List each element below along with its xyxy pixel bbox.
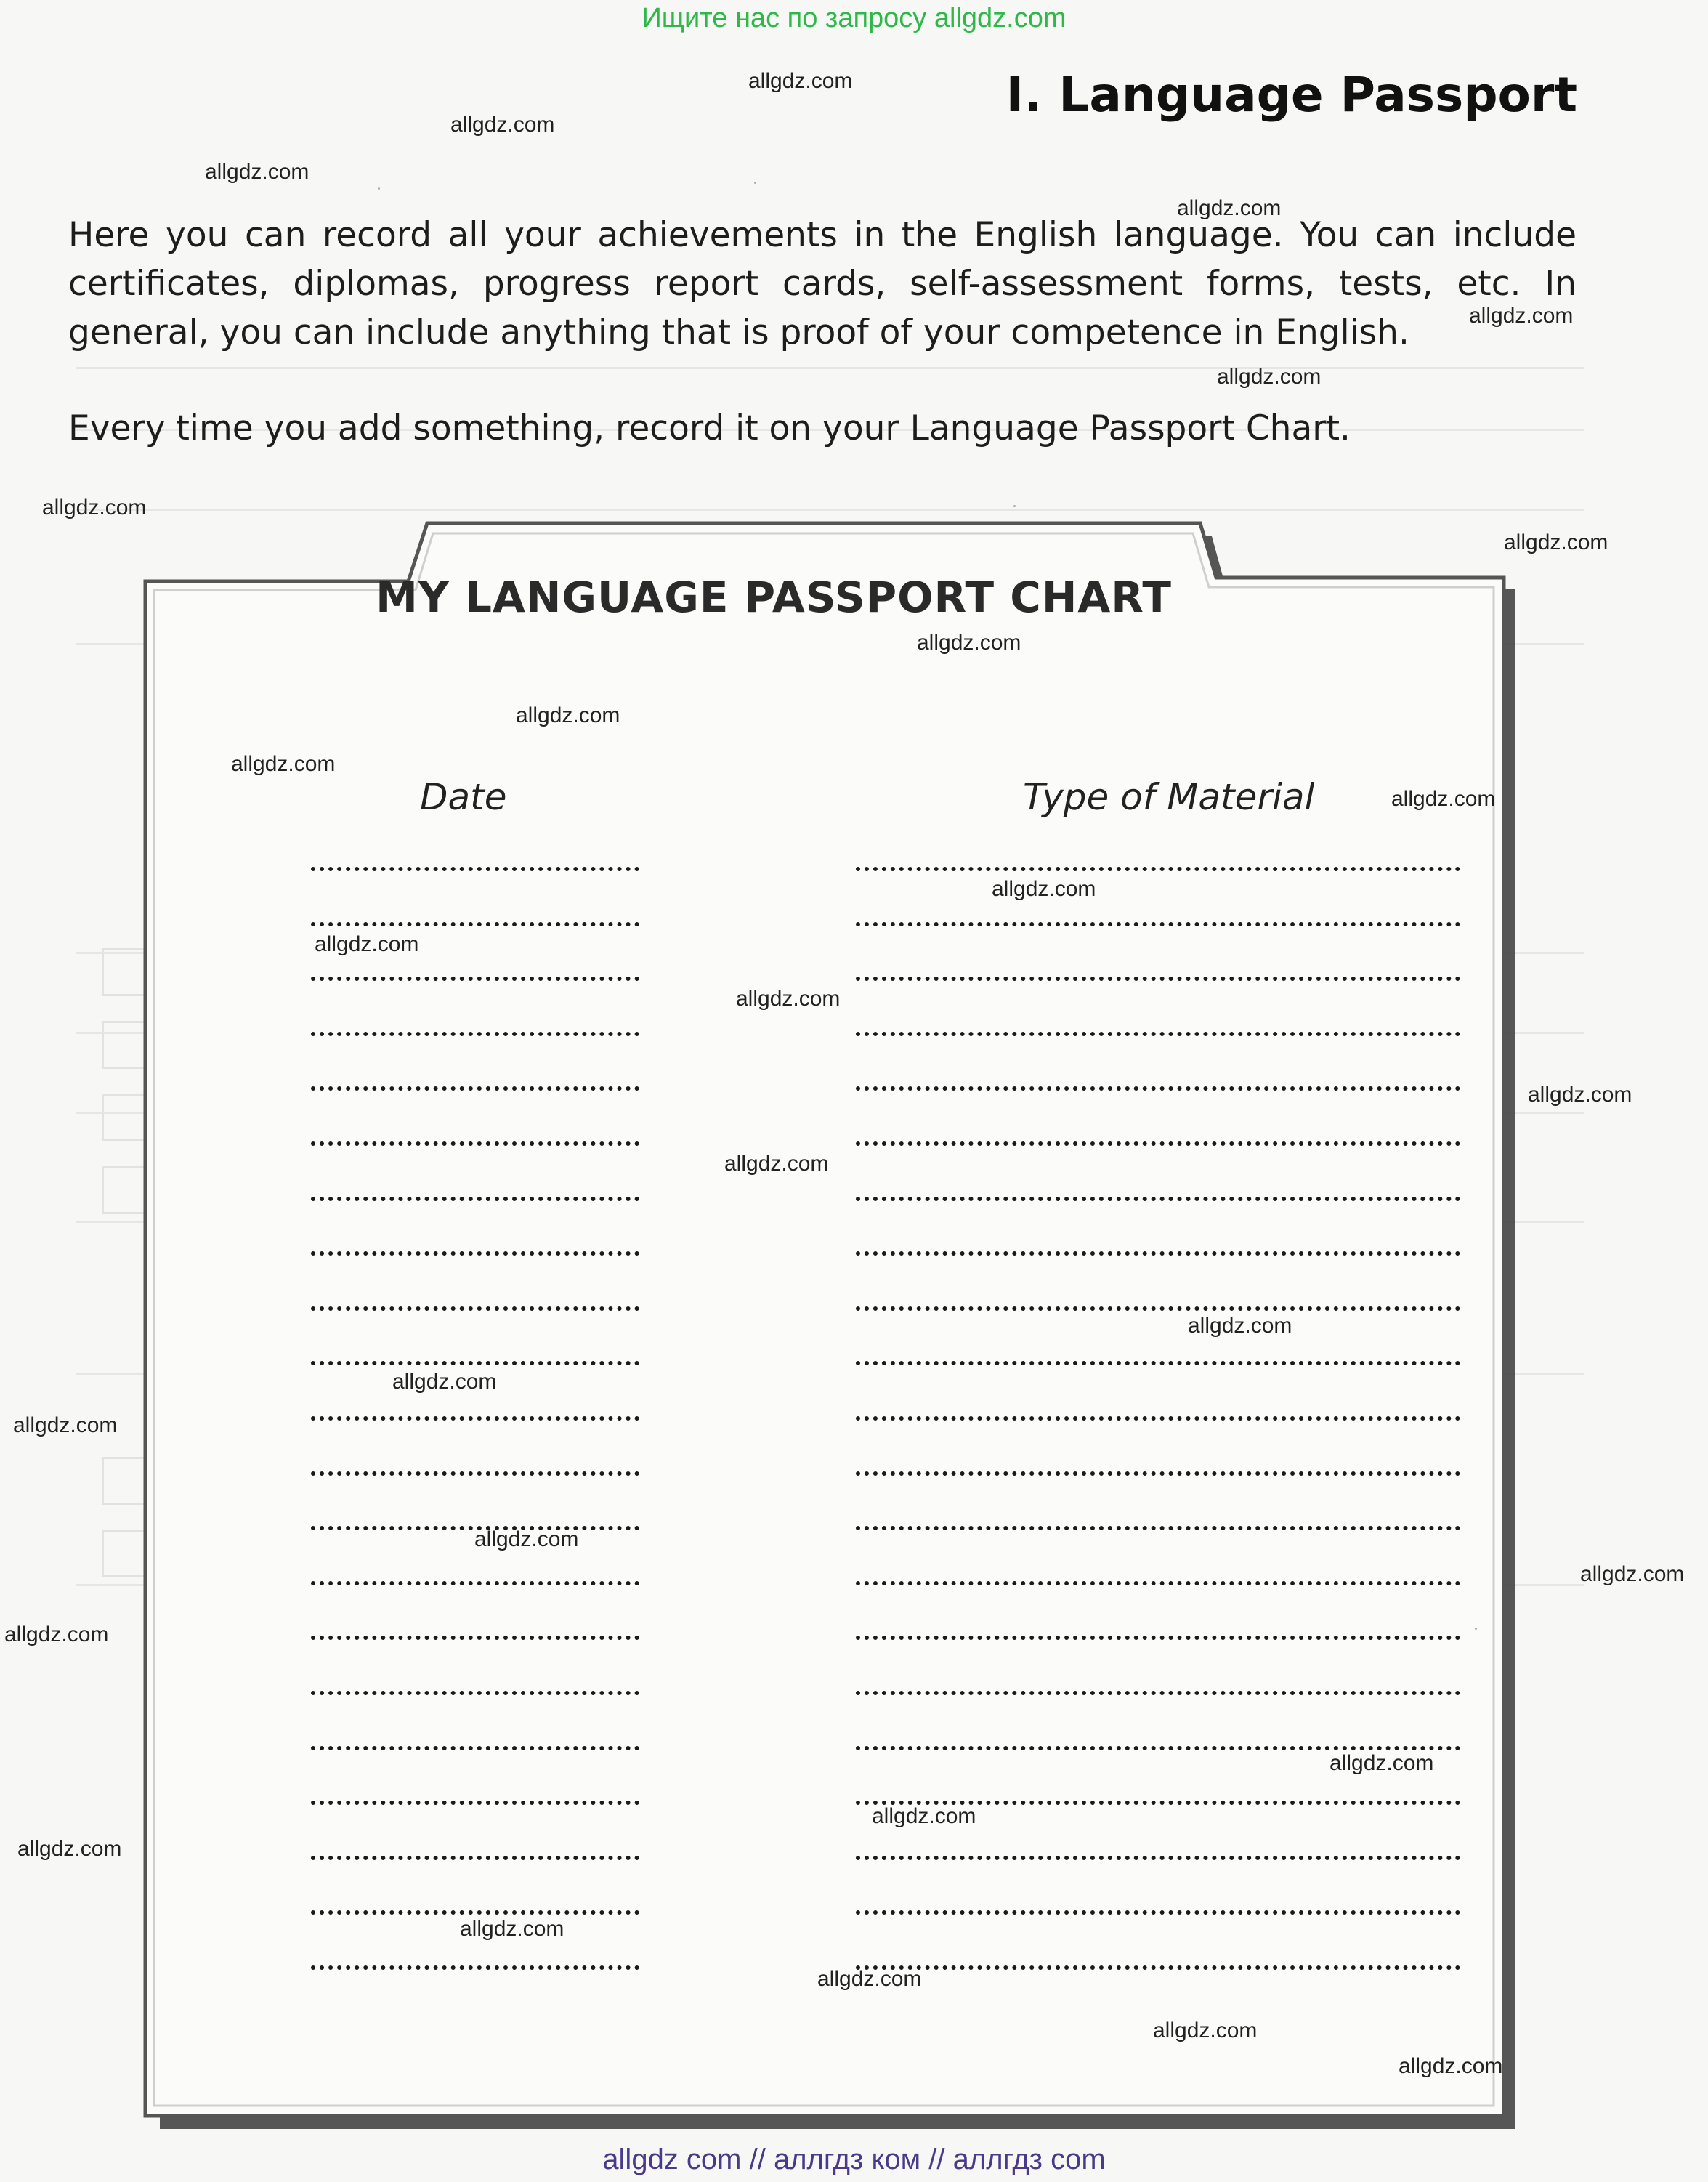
watermark-text: allgdz.com — [516, 703, 620, 727]
date-entry-line[interactable] — [311, 867, 639, 871]
date-entry-line[interactable] — [311, 1032, 639, 1036]
date-entry-line[interactable] — [311, 922, 639, 926]
column-header-date: Date — [420, 776, 507, 818]
watermark-text: allgdz.com — [1391, 787, 1496, 811]
date-entry-line[interactable] — [311, 1086, 639, 1091]
material-entry-line[interactable] — [856, 1746, 1460, 1750]
material-entry-line[interactable] — [856, 1086, 1460, 1091]
date-entry-line[interactable] — [311, 1910, 639, 1915]
watermark-text: allgdz.com — [736, 987, 841, 1011]
watermark-text: allgdz.com — [992, 877, 1096, 901]
material-entry-line[interactable] — [856, 867, 1460, 871]
material-entry-line[interactable] — [856, 1856, 1460, 1860]
chart-title: MY LANGUAGE PASSPORT CHART — [376, 573, 1172, 622]
date-entry-line[interactable] — [311, 1801, 639, 1805]
folder-outline — [138, 509, 1526, 2129]
material-entry-line[interactable] — [856, 1306, 1460, 1311]
watermark-text: allgdz.com — [392, 1370, 497, 1394]
watermark-text: allgdz.com — [817, 1967, 922, 1991]
watermark-text: allgdz.com — [1504, 530, 1608, 554]
date-entry-line[interactable] — [311, 1691, 639, 1695]
material-entry-line[interactable] — [856, 1965, 1460, 1970]
date-entry-line[interactable] — [311, 1636, 639, 1640]
material-entry-line[interactable] — [856, 1141, 1460, 1146]
watermark-text: allgdz.com — [748, 69, 853, 93]
material-entry-line[interactable] — [856, 1416, 1460, 1421]
watermark-text: allgdz.com — [4, 1623, 109, 1646]
material-entry-line[interactable] — [856, 977, 1460, 981]
material-entry-line[interactable] — [856, 922, 1460, 926]
material-entry-line[interactable] — [856, 1471, 1460, 1476]
watermark-text: allgdz.com — [450, 113, 555, 137]
material-entry-line[interactable] — [856, 1526, 1460, 1530]
watermark-text: allgdz.com — [1188, 1314, 1292, 1338]
watermark-text: allgdz.com — [1177, 196, 1282, 220]
material-entry-line[interactable] — [856, 1636, 1460, 1640]
watermark-text: allgdz.com — [1329, 1751, 1434, 1775]
ghost-table-line — [76, 367, 1584, 369]
watermark-text: allgdz.com — [917, 631, 1021, 655]
date-entry-line[interactable] — [311, 1856, 639, 1860]
date-entry-line[interactable] — [311, 1416, 639, 1421]
watermark-text: allgdz.com — [872, 1804, 976, 1828]
intro-paragraph-2: Every time you add something, record it on your Language Passport Chart. — [68, 408, 1351, 448]
material-entry-line[interactable] — [856, 1691, 1460, 1695]
watermark-text: allgdz.com — [231, 752, 336, 776]
dust-speck — [1475, 1628, 1477, 1630]
date-entry-line[interactable] — [311, 1141, 639, 1146]
watermark-text: allgdz.com — [13, 1413, 118, 1437]
page-title: I. Language Passport — [1005, 67, 1577, 123]
watermark-text: allgdz.com — [1153, 2019, 1258, 2042]
date-entry-line[interactable] — [311, 1361, 639, 1365]
dust-speck — [754, 182, 756, 184]
dust-speck — [378, 187, 380, 190]
watermark-text: allgdz.com — [315, 932, 419, 956]
material-entry-line[interactable] — [856, 1032, 1460, 1036]
watermark-text: allgdz.com — [1217, 365, 1322, 389]
watermark-text: allgdz.com — [1528, 1083, 1632, 1107]
material-entry-line[interactable] — [856, 1581, 1460, 1585]
watermark-text: allgdz.com — [474, 1527, 579, 1551]
bottom-banner-link[interactable]: allgdz com // аллгдз ком // аллгдз com — [602, 2143, 1106, 2175]
date-entry-line[interactable] — [311, 977, 639, 981]
date-entry-line[interactable] — [311, 1471, 639, 1476]
watermark-text: allgdz.com — [42, 496, 147, 520]
date-entry-line[interactable] — [311, 1197, 639, 1201]
watermark-text: allgdz.com — [205, 160, 309, 184]
watermark-text: allgdz.com — [1580, 1562, 1685, 1586]
material-entry-line[interactable] — [856, 1361, 1460, 1365]
date-entry-line[interactable] — [311, 1306, 639, 1311]
material-entry-line[interactable] — [856, 1251, 1460, 1256]
watermark-text: allgdz.com — [17, 1837, 122, 1861]
watermark-text: allgdz.com — [460, 1917, 564, 1941]
column-header-type-of-material: Type of Material — [1023, 776, 1315, 818]
date-entry-line[interactable] — [311, 1251, 639, 1256]
material-entry-line[interactable] — [856, 1197, 1460, 1201]
date-entry-line[interactable] — [311, 1965, 639, 1970]
passport-chart-folder — [138, 509, 1526, 2129]
date-entry-line[interactable] — [311, 1746, 639, 1750]
top-banner-link[interactable]: Ищите нас по запросу allgdz.com — [641, 3, 1067, 33]
watermark-text: allgdz.com — [1399, 2054, 1503, 2078]
watermark-text: allgdz.com — [724, 1152, 829, 1176]
watermark-text: allgdz.com — [1469, 304, 1574, 328]
intro-paragraph-1: Here you can record all your achievements in the English language. You can include certificates, diplomas, progress report cards, self-assessment forms, tests, etc. In general, you can include anything that is proof of your competence in English. — [68, 215, 1577, 352]
material-entry-line[interactable] — [856, 1910, 1460, 1915]
dust-speck — [1013, 505, 1016, 507]
date-entry-line[interactable] — [311, 1581, 639, 1585]
